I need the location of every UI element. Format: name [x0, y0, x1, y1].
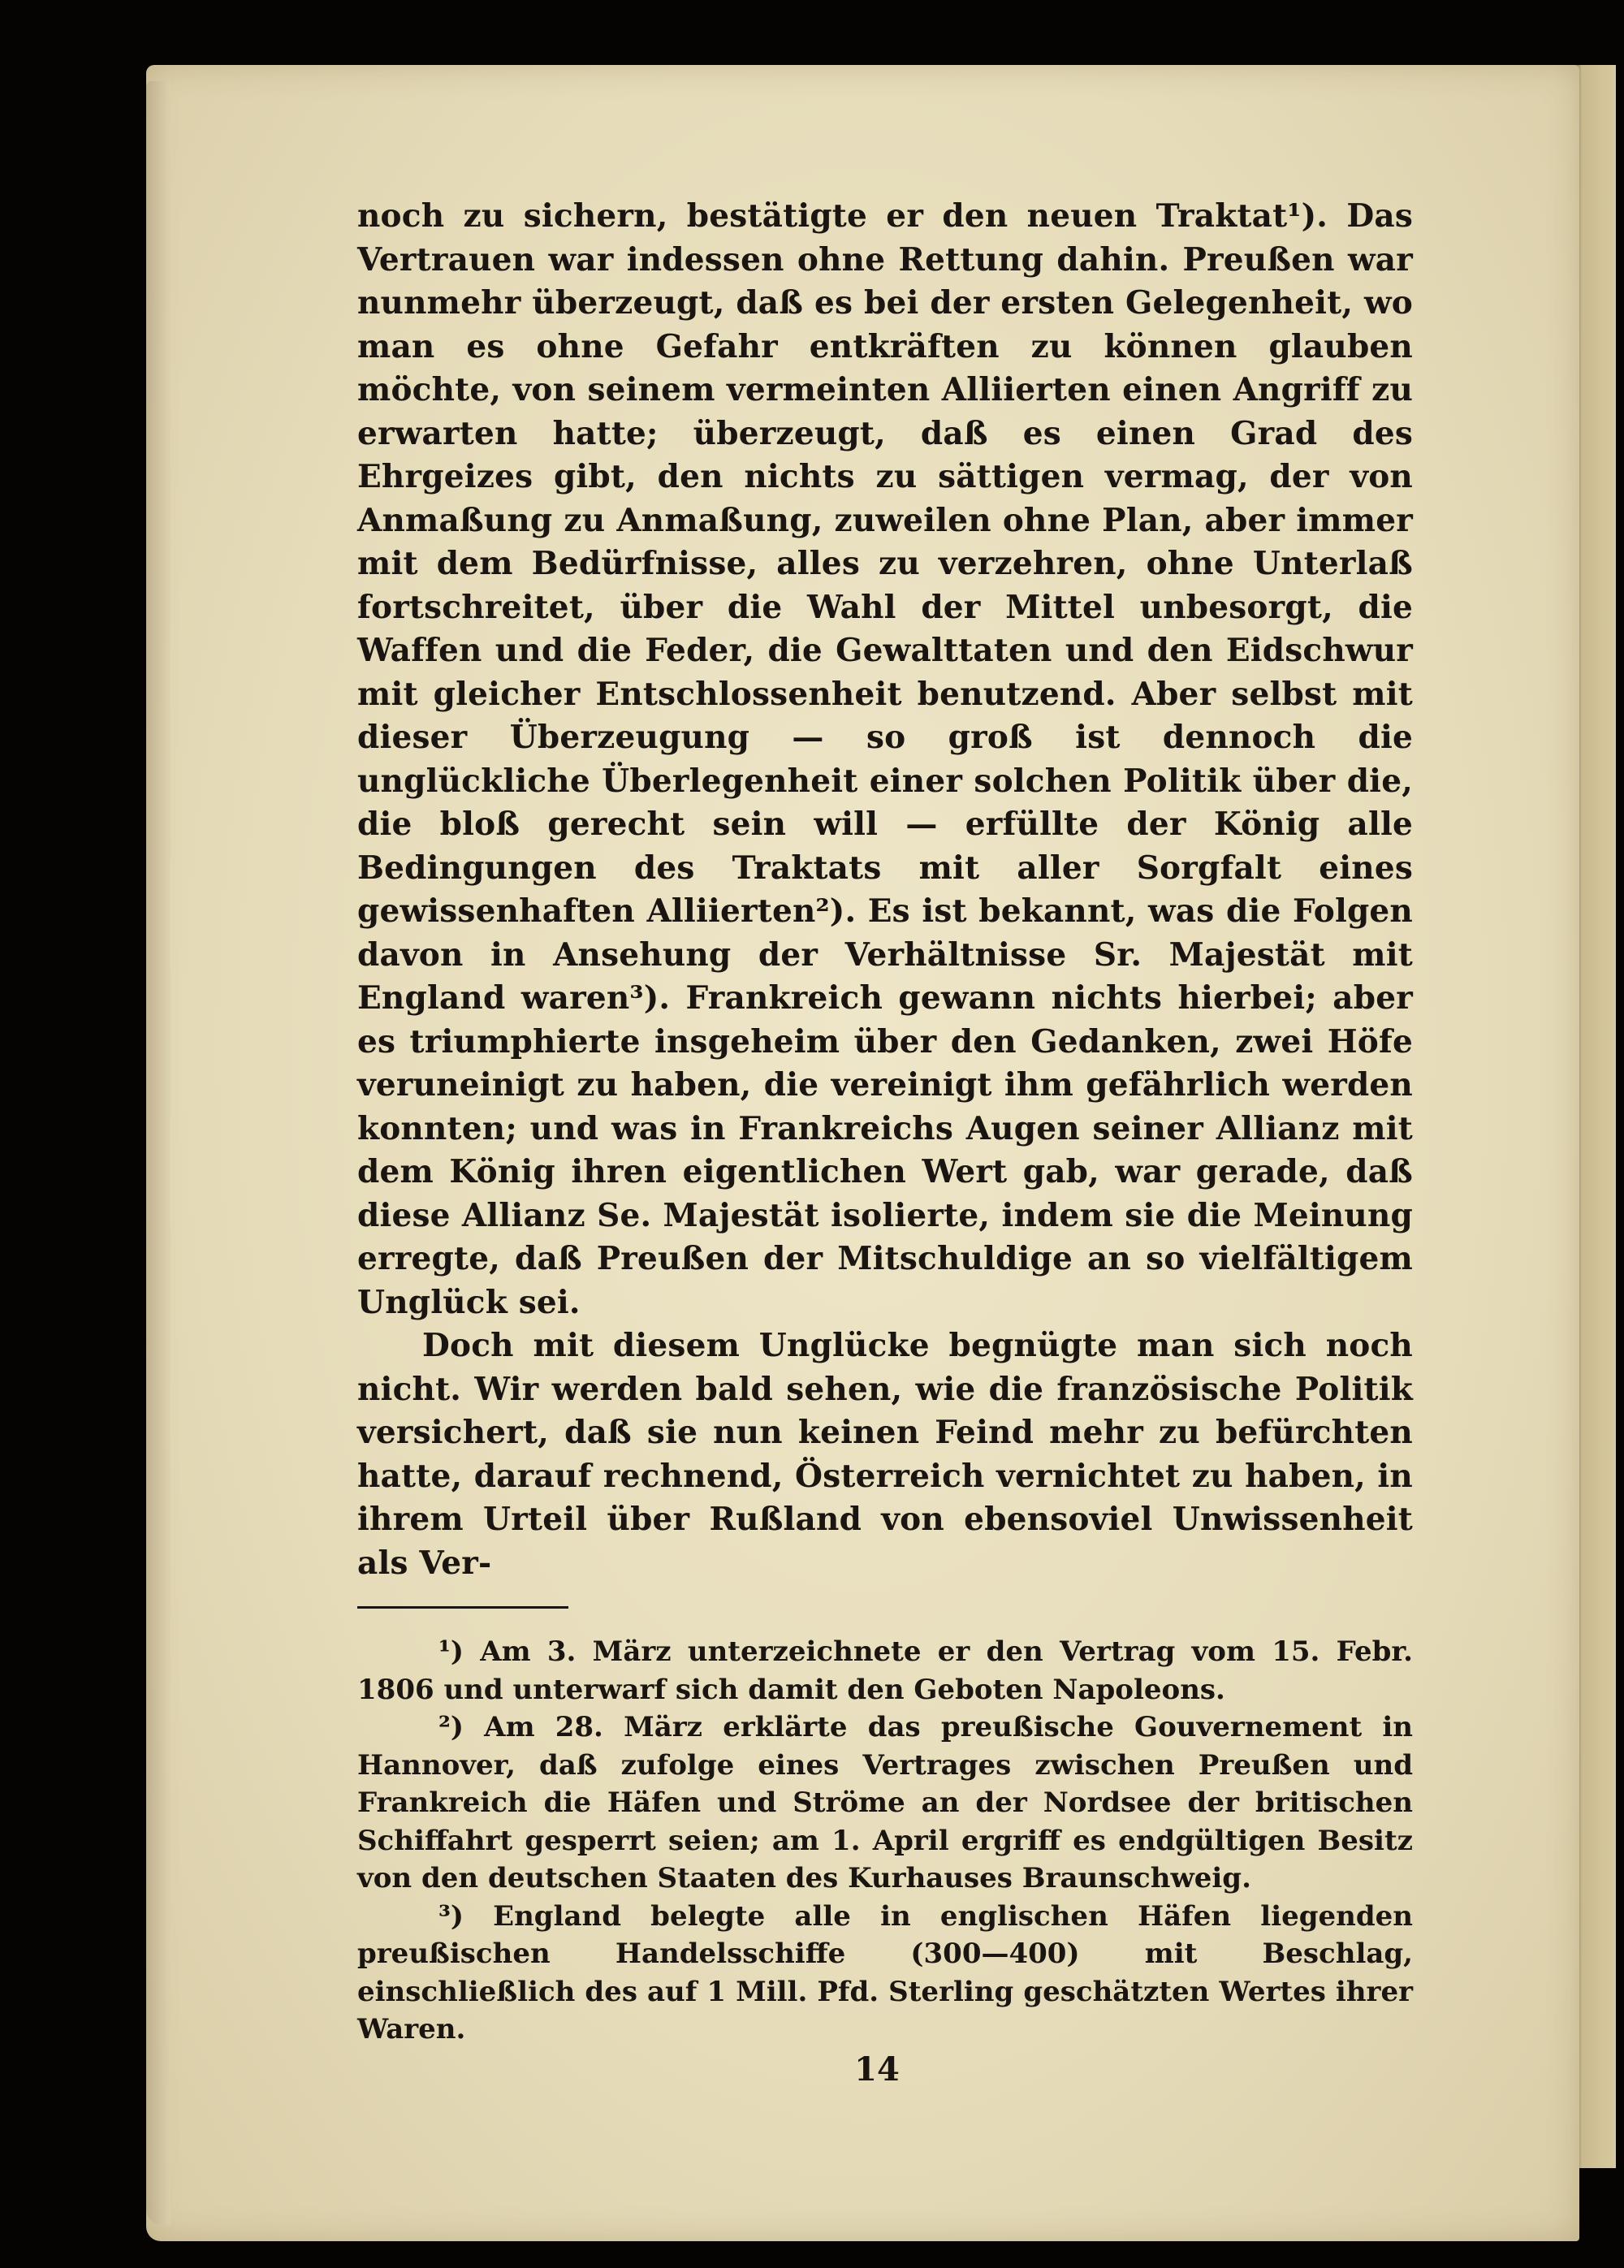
- footnote-3: ³) England belegte alle in englischen Häfen liegenden preußischen Handelsschiffe (300—400) mit Beschlag, einschließlich des auf 1 Mill. Pfd. Sterling geschätzten Wertes ihrer Waren.: [357, 1899, 1413, 2046]
- page-binding-edge: [146, 81, 171, 2225]
- second-paragraph: Doch mit diesem Unglücke begnügte man sich noch nicht. Wir werden bald sehen, wie die französische Politik versichert, daß sie nun keinen Feind mehr zu befürchten hatte, darauf rechnend, Österreich vernichtet zu haben, in ihrem Urteil über Rußland von ebensoviel Unwissenheit als Ver-: [357, 1327, 1413, 1582]
- footnote-separator: [357, 1606, 568, 1609]
- page-number: 14: [854, 2050, 900, 2089]
- text-block: [357, 195, 1413, 2049]
- footnote-1: ¹) Am 3. März unterzeichnete er den Vertrag vom 15. Febr. 1806 und unterwarf sich damit den Geboten Napoleons.: [357, 1635, 1413, 1706]
- footnote-2: ²) Am 28. März erklärte das preußische Gouvernement in Hannover, daß zufolge eines Vertrages zwischen Preußen und Frankreich die Häfen und Ströme an der Nordsee der britischen Schiffahrt gesperrt seien; am 1. April ergriff es endgültigen Besitz von den deutschen Staaten des Kurhauses Braunschweig.: [357, 1711, 1413, 1894]
- main-paragraph: noch zu sichern, bestätigte er den neuen Traktat¹). Das Vertrauen war indessen ohne Rettung dahin. Preußen war nunmehr überzeugt, daß es bei der ersten Gelegenheit, wo man es ohne Gefahr entkräften zu können glauben möchte, von seinem vermeinten Alliierten einen Angriff zu erwarten hatte; überzeugt, daß es einen Grad des Ehrgeizes gibt, den nichts zu sättigen vermag, der von Anmaßung zu Anmaßung, zuweilen ohne Plan, aber immer mit dem Bedürfnisse, alles zu verzehren, ohne Unterlaß fortschreitet, über die Wahl der Mittel unbesorgt, die Waffen und die Feder, die Gewalttaten und den Eidschwur mit gleicher Entschlossenheit benutzend. Aber selbst mit dieser Überzeugung — so groß ist dennoch die unglückliche Überlegenheit einer solchen Politik über die, die bloß gerecht sein will — erfüllte der König alle Bedingungen des Traktats mit aller Sorgfalt eines gewissenhaften Alliierten²). Es ist bekannt, was die Folgen davon in Ansehung der Verhältnisse Sr. Majestät mit England waren³). Frankreich gewann nichts hierbei; aber es triumphierte insgeheim über den Gedanken, zwei Höfe veruneinigt zu haben, die vereinigt ihm gefährlich werden konnten; und was in Frankreichs Augen seiner Allianz mit dem König ihren eigentlichen Wert gab, war gerade, daß diese Allianz Se. Majestät isolierte, indem sie die Meinung erregte, daß Preußen der Mitschuldige an so vielfältigem Unglück sei.: [357, 197, 1413, 1321]
